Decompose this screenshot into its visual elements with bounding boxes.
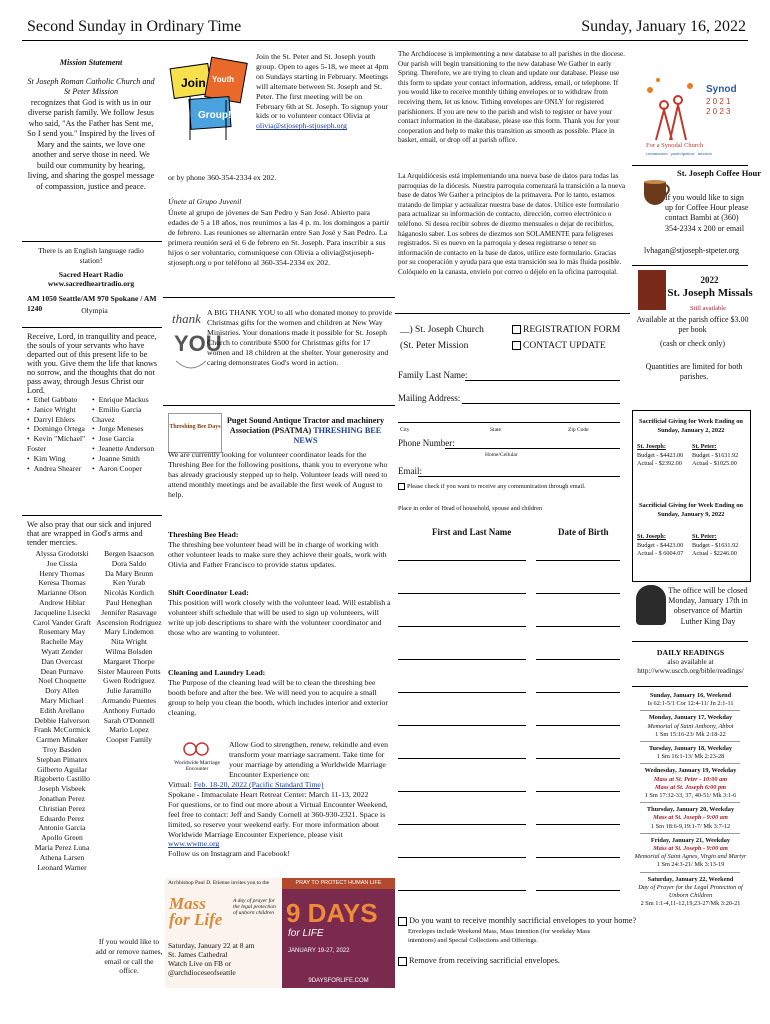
list-item: • Enrique Mackus (92, 395, 162, 405)
mailing-address-label: Mailing Address: (398, 393, 461, 403)
list-item: • Jorge Meneses (92, 424, 162, 434)
mlk-closure-text: The office will be closed Monday, January 17th in observance of Martin Luther King Day (668, 586, 748, 626)
wwme-virtual-label: Virtual: (168, 780, 192, 789)
mission-title: Mission Statement (59, 58, 123, 67)
list-item: Mary Michael (40, 695, 84, 705)
reading-line: Is 62:1-5/1 Cor 12:4-11/ Jn 2:1-11 (647, 700, 734, 708)
youth-group-body: Join the St. Peter and St. Joseph youth group. Open to ages 5-18, we meet at 4pm on Sundays starting in February. Meetings will alternate between St. Joseph and St. Peter. The first meeting will be on February 6th at St. Joseph. To signup your kids or to volunteer contact Olivia at (256, 52, 389, 121)
divider (640, 763, 740, 764)
envelope-note: Envelopes include Weekend Mass, Mass Intention (for weekday Mass intentions) and Special Collections and Offerings. (408, 928, 591, 944)
reading-day (632, 714, 749, 739)
member-dob-input[interactable] (536, 560, 620, 561)
list-item: • Domingo Ortega (27, 424, 97, 434)
list-item: Jennifer Rasavage (101, 607, 157, 617)
giving-week-1-st-joseph (637, 443, 683, 469)
list-item: Christian Perez (38, 803, 86, 813)
reading-day (632, 767, 749, 800)
sick-prayer-intro: We also pray that our sick and injured that are wrapped in God's arms and tender mercies. (27, 520, 152, 547)
member-dob-input[interactable] (536, 725, 620, 726)
mass-time: Mass at St. Joseph 6:00 pm (654, 783, 727, 791)
giving-2-sp-label: St. Peter: (692, 533, 717, 540)
reading-line: Memorial of Saint Anthony, Abbot (647, 722, 734, 730)
nine-days-for: for LIFE (288, 928, 324, 939)
reading-day (632, 692, 749, 708)
member-name-input[interactable] (398, 626, 526, 627)
list-item: Dan Overcast (41, 656, 83, 666)
list-item: Rosemary May (38, 627, 86, 637)
synod-logo (636, 50, 756, 160)
reading-day (632, 745, 749, 761)
deceased-list-left (27, 395, 97, 473)
divider (632, 641, 748, 642)
list-item: Da Mary Brunn (104, 568, 154, 578)
wwme-details (168, 780, 393, 859)
threshing-head-title: Threshing Bee Head: (168, 530, 239, 539)
list-item: • Jose Garcia (92, 434, 162, 444)
list-item: Maria Perez Luna (34, 842, 90, 852)
list-item: Alyssa Grodotski (35, 549, 89, 558)
reading-day-heading: Sunday, January 16, Weekend (649, 692, 732, 699)
thank-you-art (170, 305, 222, 380)
youth-phone: or by phone 360-354-2334 ex 202. (168, 173, 277, 182)
member-name-input[interactable] (398, 692, 526, 693)
reading-day-heading: Wednesday, January 19, Weekday (644, 767, 737, 775)
nine-days-url[interactable]: 9DAYSFORLIFE.COM (308, 978, 369, 984)
cleaning-lead (168, 668, 393, 718)
city-state-zip-input[interactable] (398, 422, 620, 423)
list-item: Sarah O'Donnell (103, 715, 155, 725)
list-item: Julie Jaramillo (106, 686, 152, 696)
coffee-title: St. Joseph Coffee Hour (677, 168, 762, 178)
family-last-name-label: Family Last Name: (398, 370, 468, 380)
list-item: Troy Basden (42, 744, 82, 754)
list-item: Mary Lindemon (104, 627, 154, 637)
radio-block (27, 246, 155, 289)
member-name-input[interactable] (398, 890, 526, 891)
svg-text:Join: Join (181, 76, 206, 90)
household-order-note: Place in order of Head of household, spouse and children (398, 505, 543, 512)
list-item: Henry Thomas (39, 568, 85, 578)
youth-group-art (168, 52, 250, 142)
envelope-question-label: Do you want to receive monthly sacrificial envelopes to your home? (409, 916, 637, 925)
reading-line: 1 Sm 16:1-13/ Mk 2:23-28 (656, 753, 725, 761)
member-dob-input[interactable] (536, 824, 620, 825)
nine-days-dates: JANUARY 19-27, 2022 (288, 948, 350, 954)
svg-text:Youth: Youth (212, 75, 235, 84)
list-item: Rachelle May (40, 637, 84, 647)
reading-day (632, 806, 749, 831)
coffee-email[interactable]: lvhagan@stjoseph-stpeter.org (644, 246, 739, 255)
list-item: Eduardo Perez (39, 813, 85, 823)
list-item: • Janice Wright (27, 405, 97, 415)
member-name-input[interactable] (398, 857, 526, 858)
list-item: Wilma Bolsden (105, 646, 153, 656)
prayer-deceased: Receive, Lord, in tranquility and peace, the souls of your servants who have departed out of this present life to be with you. Give them the life that knows no sorrow, and the thoughts that do not pass away, through Jesus Christ our Lord. (27, 332, 158, 395)
list-item: • Joanne Smith (92, 454, 162, 464)
list-item: Joseph Visbeek (38, 784, 86, 794)
divider (640, 802, 740, 803)
youth-group-text (256, 52, 391, 131)
missal-cover-image (638, 270, 666, 310)
thank-you-text: A BIG THANK YOU to all who donated money to provide Christmas gifts for the women and children at New Way Ministries. Your donations made it possible for St. Joseph Church to contribute $500 for Christmas gifts for 17 women and 18 children at the shelter. Your generosity and caring demonstrates God's word in action. (207, 308, 392, 367)
member-dob-input[interactable] (536, 857, 620, 858)
youth-es-title: Únete al Grupo Juvenil (168, 197, 242, 206)
list-item: Ascension Rodriguez (96, 617, 162, 627)
list-item: • Aaron Cooper (92, 464, 162, 474)
option-st-peter[interactable]: (St. Peter Mission (400, 341, 469, 351)
mass-for-life-ad (165, 878, 281, 988)
mass-top-line: Archbishop Paul D. Etienne invites you to the (168, 880, 270, 886)
list-item: Debbie Halverson (34, 715, 90, 725)
giving-1-sj-actual: Actual - $2392.00 (637, 460, 682, 467)
list-item: Stephan Pimatex (36, 754, 88, 764)
list-item: • Darryl Ehlers (27, 415, 97, 425)
threshing-logo-text: Threshing Bee Days (169, 424, 221, 430)
svg-text:YOU: YOU (174, 331, 222, 356)
registration-form-label: REGISTRATION FORM (523, 325, 621, 335)
sick-list-right (94, 549, 164, 745)
member-dob-input[interactable] (536, 692, 620, 693)
mass-watch: Watch Live on FB or @archdioceseofseattle (168, 959, 236, 977)
list-item: Jacqueline Lisecki (33, 607, 91, 617)
wwme-spokane: Spokane - Immaculate Heart Retreat Center: March 11-13, 2022 (168, 789, 369, 799)
wwme-text: Allow God to strengthen, renew, rekindle and even transform your marriage sacrament. Take time for your marriage by attending a Worldwide Marriage Encounter Experience on: (229, 740, 389, 779)
list-item: Dory Allen (45, 686, 79, 696)
missals-title: St. Joseph Missals (667, 287, 753, 299)
divider (22, 327, 162, 328)
member-name-input[interactable] (398, 725, 526, 726)
giving-week-1-st-peter (692, 443, 738, 469)
divider (632, 686, 748, 687)
reading-day-heading: Friday, January 21, Weekday (650, 836, 731, 844)
list-item: Marianne Olson (37, 588, 87, 598)
state-label: State (490, 427, 501, 433)
list-item: Frank McCormick (33, 725, 91, 735)
tractor-title: Puget Sound Antique Tractor and machinery Association (PSATMA) (226, 416, 385, 435)
member-dob-input[interactable] (536, 593, 620, 594)
reading-line: Memorial of Saint Agnes, Virgin and Martyr (634, 853, 747, 861)
wwme-follow: Follow us on Instagram and Facebook! (168, 849, 290, 859)
mission-statement (27, 58, 155, 192)
divider (395, 313, 630, 314)
daily-readings-title: DAILY READINGS (656, 648, 725, 657)
list-item: • Ethel Gabbato (27, 395, 97, 405)
list-item: Dean Purnave (40, 666, 84, 676)
reading-line: 1 Sm 24:3-21/ Mk 3:13-19 (656, 861, 725, 869)
threshing-head-body: The threshing bee volunteer head will be in charge of working with other volunteer leads to make sure they achieve their goals, work with Olivia and Father Francisco to provide status updates. (168, 539, 387, 569)
divider (640, 833, 740, 834)
mass-side-text: A day of prayer for the legal protection of unborn children (233, 898, 276, 916)
list-item: • Jeanette Anderson (92, 444, 162, 454)
coffee-text: If you would like to sign up for Coffee Hour please contact Bambi at (360) 354-2334 x 200 or email (665, 193, 749, 233)
list-item: Edith Arellano (39, 705, 85, 715)
youth-es-body: Únete al grupo de jóvenes de San Pedro y San José. Abierto para edades de 5 a 18 años, nos reunimos a las 4 p. m. los domingos a partir de febrero. Las reuniones se alternarán entre San José y San Pedro. La primera reunión será el 6 de febrero en St. Joseph. Para inscribir a sus hijos o ser voluntario, comuníquese con Olivia a olivia@stjoseph-stjoseph.org o por teléfono al 360-354-2334 ex 202. (168, 208, 390, 267)
threshing-bee-logo (168, 413, 222, 453)
remove-envelopes-label: Remove from receiving sacrificial envelopes. (409, 956, 560, 965)
list-item: Joe Cissia (46, 558, 78, 568)
list-item: Antonio Garcia (38, 823, 86, 833)
nine-days-big: 9 DAYS (286, 898, 378, 928)
missals-still: Still available (690, 305, 726, 312)
svg-text:thank: thank (172, 311, 201, 326)
list-item: Nita Wright (110, 637, 148, 647)
home-cell-label: Home/Cellular (485, 452, 518, 458)
reading-day-heading: Monday, January 17, Weekday (648, 714, 733, 722)
divider (640, 872, 740, 873)
contact-update-checkbox[interactable] (512, 338, 620, 354)
list-item: • Kevin "Michael" Foster (27, 434, 97, 454)
list-item: Apollo Green (41, 833, 83, 843)
reading-day-heading: Saturday, January 22, Weekend (647, 875, 734, 883)
email-opt-in-label: Please check if you want to receive any communication through email. (407, 483, 586, 490)
divider (163, 297, 395, 298)
missals-cash: (cash or check only) (659, 339, 726, 348)
list-item: Noel Choquette (38, 676, 86, 686)
dob-header: Date of Birth (558, 527, 609, 537)
option-st-joseph-label: St. Joseph Church (415, 325, 484, 335)
form-type-options (512, 322, 620, 354)
city-label: City (400, 427, 410, 433)
missals-text: Available at the parish office $3.00 per book (636, 315, 749, 335)
reading-day-heading: Thursday, January 20, Weekday (646, 806, 735, 814)
list-item: Keresa Thomas (38, 578, 86, 588)
option-st-peter-label: St. Peter Mission (403, 341, 469, 351)
threshing-bee-news: THRESHING BEE NEWS (293, 426, 382, 445)
daily-readings-source[interactable]: also available at http://www.usccb.org/bible/readings/ (637, 658, 744, 675)
mission-parish: St Joseph Roman Catholic Church and St Peter Mission (27, 76, 155, 96)
svg-text:2 0 2 1: 2 0 2 1 (706, 97, 731, 106)
list-item: Gilberto Aguilar (37, 764, 87, 774)
list-item: • Emilio Garcia Chavez (92, 405, 162, 425)
deceased-list-right (92, 395, 162, 473)
radio-frequencies: AM 1050 Seattle/AM 970 Spokane / AM 1240 (27, 294, 157, 313)
divider (640, 741, 740, 742)
mass-info (168, 941, 280, 977)
wwme-logo-text: Worldwide Marriage Encounter (174, 760, 220, 772)
header-rule (22, 40, 748, 41)
list-item: Gwen Rodriguez (103, 676, 155, 686)
list-item: Sister Maureen Potts (97, 666, 161, 676)
cleaning-body: The Purpose of the cleaning lead will be to clean the threshing bee booth before and after the bee. We will need you to acquire a small group to help you clean the booth, which includes interior and exterior cleaning. (168, 677, 388, 717)
giving-2-sj-label: St. Joseph: (637, 533, 666, 540)
family-last-name-input[interactable] (465, 380, 620, 381)
contact-update-label: CONTACT UPDATE (523, 341, 606, 351)
threshing-head (168, 530, 393, 570)
remove-envelopes[interactable] (398, 956, 560, 966)
reading-line: 1 Sm 15:16-23/ Mk 2:18-22 (655, 730, 726, 738)
mass-time: Mass at St. Joseph - 9:00 am (653, 845, 728, 852)
giving-week-2-title: Sacrificial Giving for Week Ending on Sunday, January 9, 2022 (639, 502, 743, 518)
option-st-joseph[interactable]: __) St. Joseph Church (400, 325, 484, 335)
giving-1-sp-budget: Budget - $1631.92 (692, 451, 739, 459)
email-label: Email: (398, 466, 422, 476)
radio-city: Olympia (81, 306, 108, 315)
giving-week-2-st-peter (692, 533, 738, 559)
divider (22, 515, 162, 516)
tractor-header (218, 416, 393, 446)
missals-limit: Quantities are limited for both parishes. (645, 362, 743, 382)
mlk-portrait (636, 585, 666, 625)
member-name-input[interactable] (398, 593, 526, 594)
archdiocese-notice: The Archdiocese is implementing a new database to all parishes in the diocese. Our parish will begin transitioning to the new database We Gather in early Spring. Therefore, we are trying to clean and update our database. Please use this form to update your contact information, address, email, or telephone. If you would like to receive monthly tithing envelopes or to withdraw from receiving them, let us know. Tithing envelopes are ONLY for registered parishioners. If you are new to the parish and wish to register or have your contact information in the database, please use this form. Thank you for your cooperation and help to make this transition as smooth as possible. Place in basket, email, or drop off at parish office. (398, 50, 625, 145)
radio-intro: There is an English language radio station! (38, 246, 144, 265)
svg-text:Synod: Synod (706, 84, 737, 95)
divider (22, 241, 162, 242)
giving-2-sp-actual: Actual - $2246.00 (692, 550, 737, 557)
phone-input[interactable] (445, 448, 620, 449)
member-dob-input[interactable] (536, 791, 620, 792)
bulletin-date: Sunday, January 16, 2022 (581, 18, 746, 35)
reading-line: 2 Sm 1:1-4,11-12,19,23-27/Mk 3:20-21 (640, 900, 741, 908)
divider (163, 405, 395, 406)
list-item: Carol Vander Graft (32, 617, 92, 627)
member-name-input[interactable] (398, 659, 526, 660)
list-item: Cooper Family (106, 735, 152, 745)
giving-1-sp-label: St. Peter: (692, 443, 717, 450)
list-item: Wyatt Zender (41, 646, 83, 656)
shift-title: Shift Coordinator Lead: (168, 588, 249, 597)
giving-1-sp-actual: Actual - $1025.00 (692, 460, 737, 467)
giving-2-sj-budget: Budget - $4423.00 (637, 541, 684, 549)
nine-days-ad (282, 878, 395, 988)
giving-week-2-st-joseph (637, 533, 683, 559)
envelope-question[interactable] (398, 916, 636, 926)
list-item: Athena Larsen (39, 852, 85, 862)
list-item: Rigoberto Castillo (34, 774, 90, 784)
mission-body: recognizes that God is with us in our diverse parish family. We follow Jesus who said, "As the Father has Sent me, So I send you." Inspired by the lives of Mary and the saints, we love one another and serve those in need. We build our community by hearing, living, and sharing the gospel message of compassion, justice and peace. (27, 97, 155, 191)
missals-year: 2022 (700, 275, 719, 285)
shift-body: This position will work closely with the volunteer lead. Will establish a volunteer shift schedule that will be used to sign up volunteers, will write up job descriptions to share with the volunteer coordinator and those who are wanting to volunteer. (168, 597, 391, 637)
wwme-url[interactable]: www.wwme.org (168, 839, 220, 849)
divider (632, 265, 748, 266)
list-item: Paul Heneghan (105, 597, 153, 607)
giving-1-sj-budget: Budget - $4423.00 (637, 451, 684, 459)
giving-2-sp-budget: Budget - $1631.92 (692, 541, 739, 549)
reading-day (632, 837, 749, 870)
member-name-input[interactable] (398, 758, 526, 759)
list-item: Bergen Isaacson (104, 549, 154, 558)
mailing-address-input[interactable] (462, 403, 620, 404)
reading-line: 1 Sm 17:32-33, 37, 40-51/ Mk 3:1-6 (644, 792, 737, 799)
list-item: Carmen Minaker (36, 735, 88, 745)
list-item: Andrew Hiblar (39, 597, 85, 607)
giving-1-sj-label: St. Joseph: (637, 443, 666, 450)
wwme-virtual-link[interactable]: Feb. 18-20, 2022 (Pacific Standard Time) (193, 780, 324, 789)
synod-sub: For a Synodal Church (646, 142, 704, 149)
phone-label: Phone Number: (398, 438, 455, 448)
list-item: Ken Yurab (112, 578, 146, 588)
list-item: Jonathan Perez (39, 793, 85, 803)
list-item: Armando Puentes (101, 695, 157, 705)
list-item: Anthony Furtado (102, 705, 156, 715)
svg-text:2 0 2 3: 2 0 2 3 (706, 107, 731, 116)
reading-line: Day of Prayer for the Legal Protection of Unborn Children (638, 883, 743, 899)
divider (632, 165, 748, 166)
first-last-name-header: First and Last Name (432, 527, 512, 537)
list-item: Dora Saldo (111, 558, 147, 568)
list-item: Mario Lopez (109, 725, 149, 735)
member-dob-input[interactable] (536, 758, 620, 759)
list-item: Nicolás Kordich (104, 588, 154, 598)
radio-name: Sacred Heart Radio (58, 269, 124, 279)
tractor-body: We are currently looking for volunteer coordinator leads for the Threshing Bee for the following positions, thank you to everyone who has already graciously stepped up to help. Volunteer leads will need to attend monthly meetings and be available the first week of August to help. (168, 450, 388, 499)
list-item: • Kim Wing (27, 454, 97, 464)
mass-date: Saturday, January 22 at 8 am (168, 941, 255, 950)
nine-days-top: PRAY TO PROTECT HUMAN LIFE (282, 878, 395, 889)
synod-tagline: communion · participation · mission (646, 151, 712, 156)
reading-day-heading: Tuesday, January 18, Weekday (648, 745, 733, 752)
giving-2-sj-actual: Actual - $ 6004.07 (637, 550, 684, 557)
mass-place: St. James Cathedral (168, 950, 228, 959)
add-names-note: If you would like to add or remove names, email or call the office. (95, 937, 163, 976)
email-input[interactable] (418, 476, 620, 477)
divider (640, 710, 740, 711)
radio-url[interactable]: www.sacredheartradio.org (47, 279, 135, 289)
form-church-options (400, 322, 484, 354)
giving-week-1-title: Sacrificial Giving for Week Ending on Sunday, January 2, 2022 (639, 418, 743, 434)
svg-text:Group!: Group! (198, 110, 232, 121)
mass-for-life-title: Mass for Life (169, 894, 223, 929)
member-name-input[interactable] (398, 560, 526, 561)
shift-coordinator (168, 588, 393, 638)
member-dob-input[interactable] (536, 890, 620, 891)
mass-time: Mass at St. Peter - 10:00 am (653, 775, 728, 783)
list-item: Margaret Thorpe (103, 656, 155, 666)
member-name-input[interactable] (398, 824, 526, 825)
youth-email-link[interactable]: olivia@stjoseph-stjoseph.org (256, 121, 347, 131)
email-opt-in[interactable] (398, 483, 586, 490)
wwme-more: For questions, or to find out more about a Virtual Encounter Weekend, feel free to contact: Jeff and Sandy Cornell at 360-930-2321. Space is limited, so reserve your weekend early. For more information about Worldwide Marriage Encounter Experience, please visit (168, 799, 388, 839)
zip-label: Zip Code (568, 427, 589, 433)
wwme-logo (172, 740, 222, 774)
list-item: Leonard Warner (37, 862, 87, 872)
list-item: • Andrea Shearer (27, 464, 97, 474)
archdiocese-notice-es: La Arquidiócesis está implementando una nueva base de datos para todas las parroquias de la diócesis. Nuestra parroquia comenzará la transición a la nueva base de datos We Gather a principios de la primavera. Por lo tanto, estamos tratando de limpiar y actualizar nuestra base de datos. Utilice este formulario para actualizar su información de contacto, dirección, correo electrónico o teléfono. Si desea recibir sobres de diezmo mensuales o dejar de recibirlos, háganoslo saber. Los sobres de diezmos son SOLAMENTE para feligreses registrados. Si es nuevo en la parroquia y desea registrarse o tener su información de contacto en la base de datos, utilice este formulario. Gracias por su cooperación y ayuda para que esta transición sea lo más fluida posible. Colóquelo en la canasta, envíelo por correo o déjelo en la oficina parroquial. (398, 172, 626, 276)
sick-list-left (27, 549, 97, 872)
member-dob-input[interactable] (536, 626, 620, 627)
mass-time: Mass at St. Joseph - 9:00 am (653, 814, 728, 822)
member-dob-input[interactable] (536, 659, 620, 660)
registration-form-checkbox[interactable] (512, 322, 620, 338)
member-name-input[interactable] (398, 791, 526, 792)
bulletin-left-title: Second Sunday in Ordinary Time (27, 18, 242, 35)
reading-day (632, 876, 749, 909)
cleaning-title: Cleaning and Laundry Lead: (168, 668, 266, 677)
reading-line: 1 Sm 18:6-9,19:1-7/ Mk 3:7-12 (650, 822, 731, 830)
